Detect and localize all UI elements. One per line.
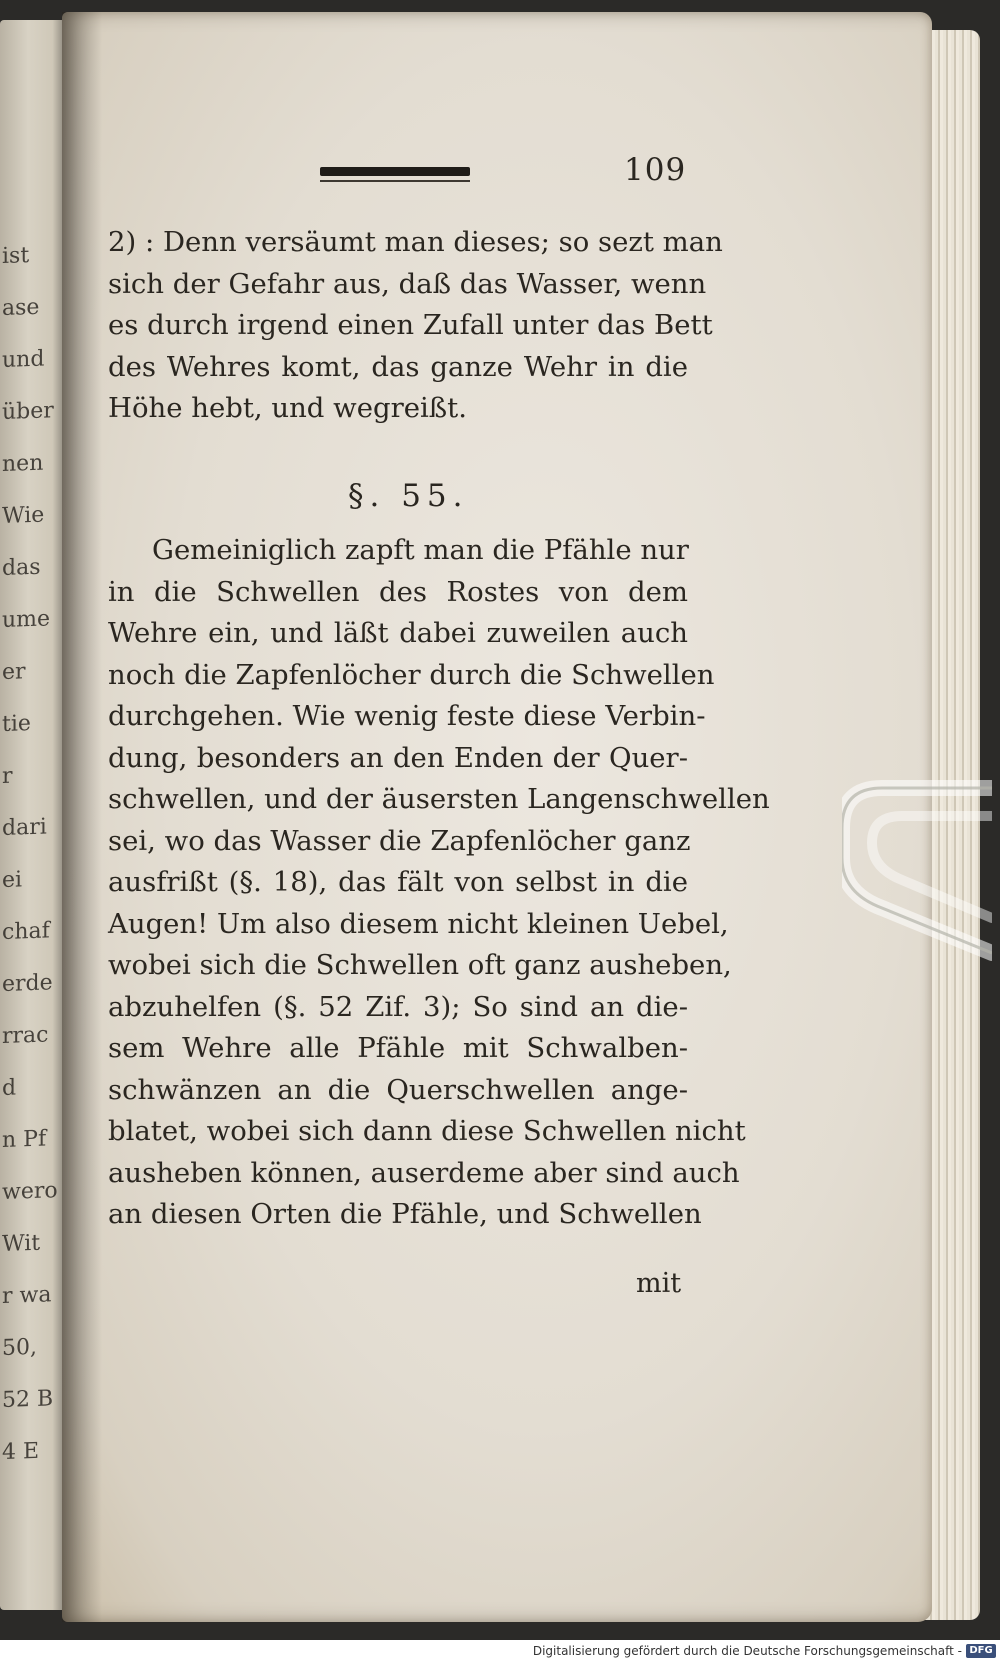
text-line: Gemeiniglich zapft man die Pfähle nur xyxy=(152,534,689,566)
text-line: sich der Gefahr aus, daß das Wasser, wenn xyxy=(108,267,707,300)
left-page-fragment: r wa xyxy=(2,1282,52,1310)
text-line: an diesen Orten die Pfähle, und Schwellen xyxy=(108,1198,702,1230)
text-line: in die Schwellen des Rostes von dem xyxy=(108,575,688,608)
text-line: Höhe hebt, und wegreißt. xyxy=(108,392,467,424)
paper-clip-icon xyxy=(842,768,992,968)
gutter-shadow xyxy=(62,12,102,1622)
header-rule-thin xyxy=(320,180,470,182)
dfg-logo: DFG xyxy=(966,1644,996,1658)
left-page-fragment: dari xyxy=(2,814,47,842)
text-line: sei, wo das Wasser die Zapfenlöcher ganz xyxy=(108,824,691,857)
left-page-fragment: rrac xyxy=(2,1022,49,1050)
text-line: ausfrißt (§. 18), das fält von selbst in die xyxy=(108,866,688,898)
left-page-fragment: n Pf xyxy=(2,1126,47,1154)
left-page-fragment: tie xyxy=(2,711,31,738)
left-page-fragment: ase xyxy=(2,294,40,322)
left-page-fragment: Wit xyxy=(2,1230,41,1258)
text-line: blatet, wobei sich dann diese Schwellen nicht xyxy=(108,1115,746,1147)
text-line: durchgehen. Wie wenig feste diese Verbin- xyxy=(108,700,706,732)
left-page-fragment: und xyxy=(2,346,45,374)
left-page-fragment: das xyxy=(2,554,41,582)
footer-credit: Digitalisierung gefördert durch die Deutsche Forschungsgemeinschaft - xyxy=(532,1644,962,1658)
paragraph-1 xyxy=(108,222,723,430)
text-line: wobei sich die Schwellen oft ganz ausheben, xyxy=(108,949,732,981)
left-page-fragment: ist xyxy=(2,243,30,270)
left-page-fragment: 52 B xyxy=(2,1386,54,1414)
left-page-fragment: 50, xyxy=(2,1334,37,1362)
footer-bar xyxy=(0,1640,1000,1664)
section-heading: §. 55. xyxy=(348,478,469,514)
left-page-fragment: erde xyxy=(2,970,53,998)
left-facing-page xyxy=(0,20,70,1610)
text-line: Augen! Um also diesem nicht kleinen Uebel, xyxy=(108,907,729,940)
left-page-fragments xyxy=(2,229,62,1479)
text-line: dung, besonders an den Enden der Quer- xyxy=(108,741,688,774)
left-page-fragment: r xyxy=(2,763,13,790)
left-page-fragment: d xyxy=(2,1075,17,1102)
text-line: ausheben können, auserdeme aber sind auch xyxy=(108,1156,740,1189)
left-page-fragment: Wie xyxy=(2,502,45,530)
left-page-fragment: ei xyxy=(2,867,23,894)
text-line: sem Wehre alle Pfähle mit Schwalben- xyxy=(108,1032,688,1064)
left-page-fragment: ume xyxy=(2,606,51,634)
text-line: es durch irgend einen Zufall unter das Bett xyxy=(108,309,713,341)
catchword: mit xyxy=(636,1268,682,1299)
left-page-fragment: wero xyxy=(2,1178,58,1206)
text-line: Wehre ein, und läßt dabei zuweilen auch xyxy=(108,617,688,649)
left-page-fragment: er xyxy=(2,659,26,686)
text-line: abzuhelfen (§. 52 Zif. 3); So sind an die- xyxy=(108,990,688,1023)
paragraph-2 xyxy=(108,530,770,1236)
page-number: 109 xyxy=(624,152,687,188)
left-page-fragment: chaf xyxy=(2,918,50,946)
left-page-fragment: 4 E xyxy=(2,1438,40,1466)
text-line: 2) : Denn versäumt man dieses; so sezt man xyxy=(108,226,723,258)
header-rule xyxy=(320,167,470,176)
text-line: des Wehres komt, das ganze Wehr in die xyxy=(108,350,688,383)
text-line: schwänzen an die Querschwellen ange- xyxy=(108,1073,688,1106)
left-page-fragment: über xyxy=(2,398,54,426)
left-page-fragment: nen xyxy=(2,450,44,478)
text-line: noch die Zapfenlöcher durch die Schwellen xyxy=(108,658,715,691)
text-line: schwellen, und der äusersten Langenschwellen xyxy=(108,783,770,815)
